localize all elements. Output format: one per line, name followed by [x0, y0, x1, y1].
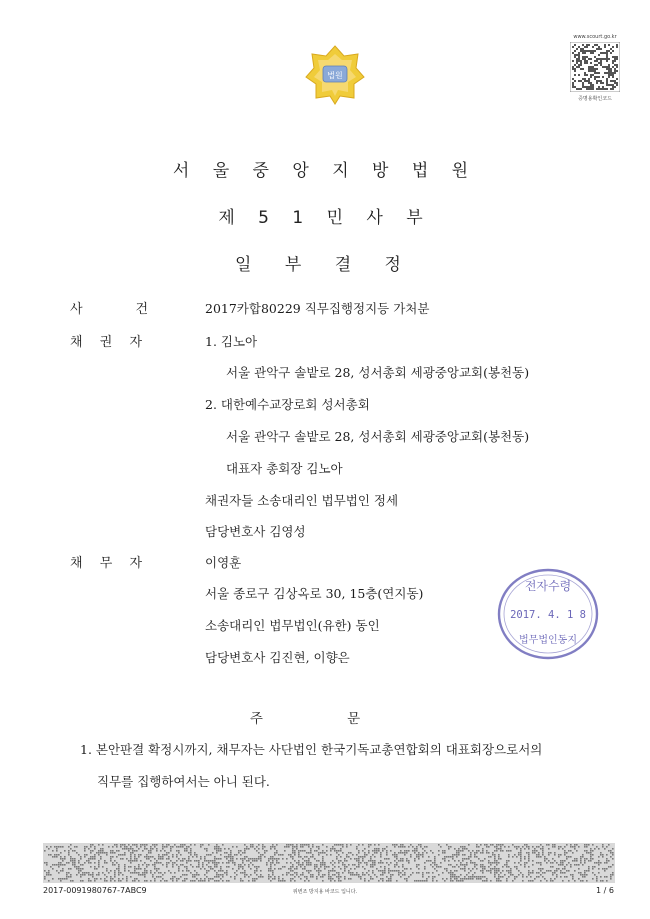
order-line-1: 1. 본안판결 확정시까지, 채무자는 사단법인 한국기독교총연합회의 대표회장으로서의	[80, 742, 543, 757]
case-number: 2017카합80229 직무집행정지등 가처분	[205, 301, 430, 316]
creditor-1-name: 1. 김노아	[205, 334, 258, 349]
anti-forgery-barcode	[43, 843, 615, 883]
emblem-text: 법원	[327, 71, 343, 80]
page-number: 1 / 6	[596, 886, 614, 895]
debtor-label: 채 무 자	[70, 556, 142, 571]
debtor-counsel: 소송대리인 법무법인(유한) 동인	[205, 618, 380, 633]
order-title: 주 문	[249, 711, 401, 727]
receipt-seal-stamp	[496, 566, 600, 662]
court-name: 서 울 중 앙 지 방 법 원	[172, 161, 478, 181]
creditor-1-address: 서울 관악구 솔밭로 28, 성서총회 세광중앙교회(봉천동)	[226, 365, 530, 380]
creditor-2-name: 2. 대한예수교장로회 성서총회	[205, 397, 370, 412]
qr-caption: 증명용확인코드	[578, 96, 612, 102]
qr-code-icon	[570, 42, 620, 92]
seal-bottom-text: 법무법인동지	[519, 635, 577, 646]
creditor-attorney: 담당변호사 김영성	[205, 524, 306, 539]
order-line-2: 직무를 집행하여서는 아니 된다.	[97, 774, 270, 789]
debtor-attorney: 담당변호사 김진현, 이향은	[205, 650, 350, 665]
document-type: 일 부 결 정	[235, 255, 415, 275]
creditor-counsel: 채권자들 소송대리인 법무법인 정세	[205, 493, 399, 508]
debtor-name: 이영훈	[205, 555, 242, 570]
barcode-caption: 위변조 방지용 바코드 입니다.	[292, 889, 358, 895]
case-label: 사 건	[70, 302, 148, 317]
seal-date: 2017. 4. 1 8	[510, 609, 586, 621]
seal-top-text: 전자수령	[524, 579, 572, 593]
qr-url: www.scourt.go.kr	[573, 34, 617, 40]
creditor-label: 채 권 자	[70, 335, 142, 350]
division-name: 제 5 1 민 사 부	[218, 208, 432, 228]
document-id: 2017-0091980767-7ABC9	[43, 886, 147, 895]
creditor-2-representative: 대표자 총회장 김노아	[226, 461, 343, 476]
verification-qr-block	[568, 34, 622, 106]
court-emblem-icon	[304, 44, 366, 106]
debtor-address: 서울 종로구 김상옥로 30, 15층(연지동)	[205, 586, 424, 601]
creditor-2-address: 서울 관악구 솔밭로 28, 성서총회 세광중앙교회(봉천동)	[226, 429, 530, 444]
